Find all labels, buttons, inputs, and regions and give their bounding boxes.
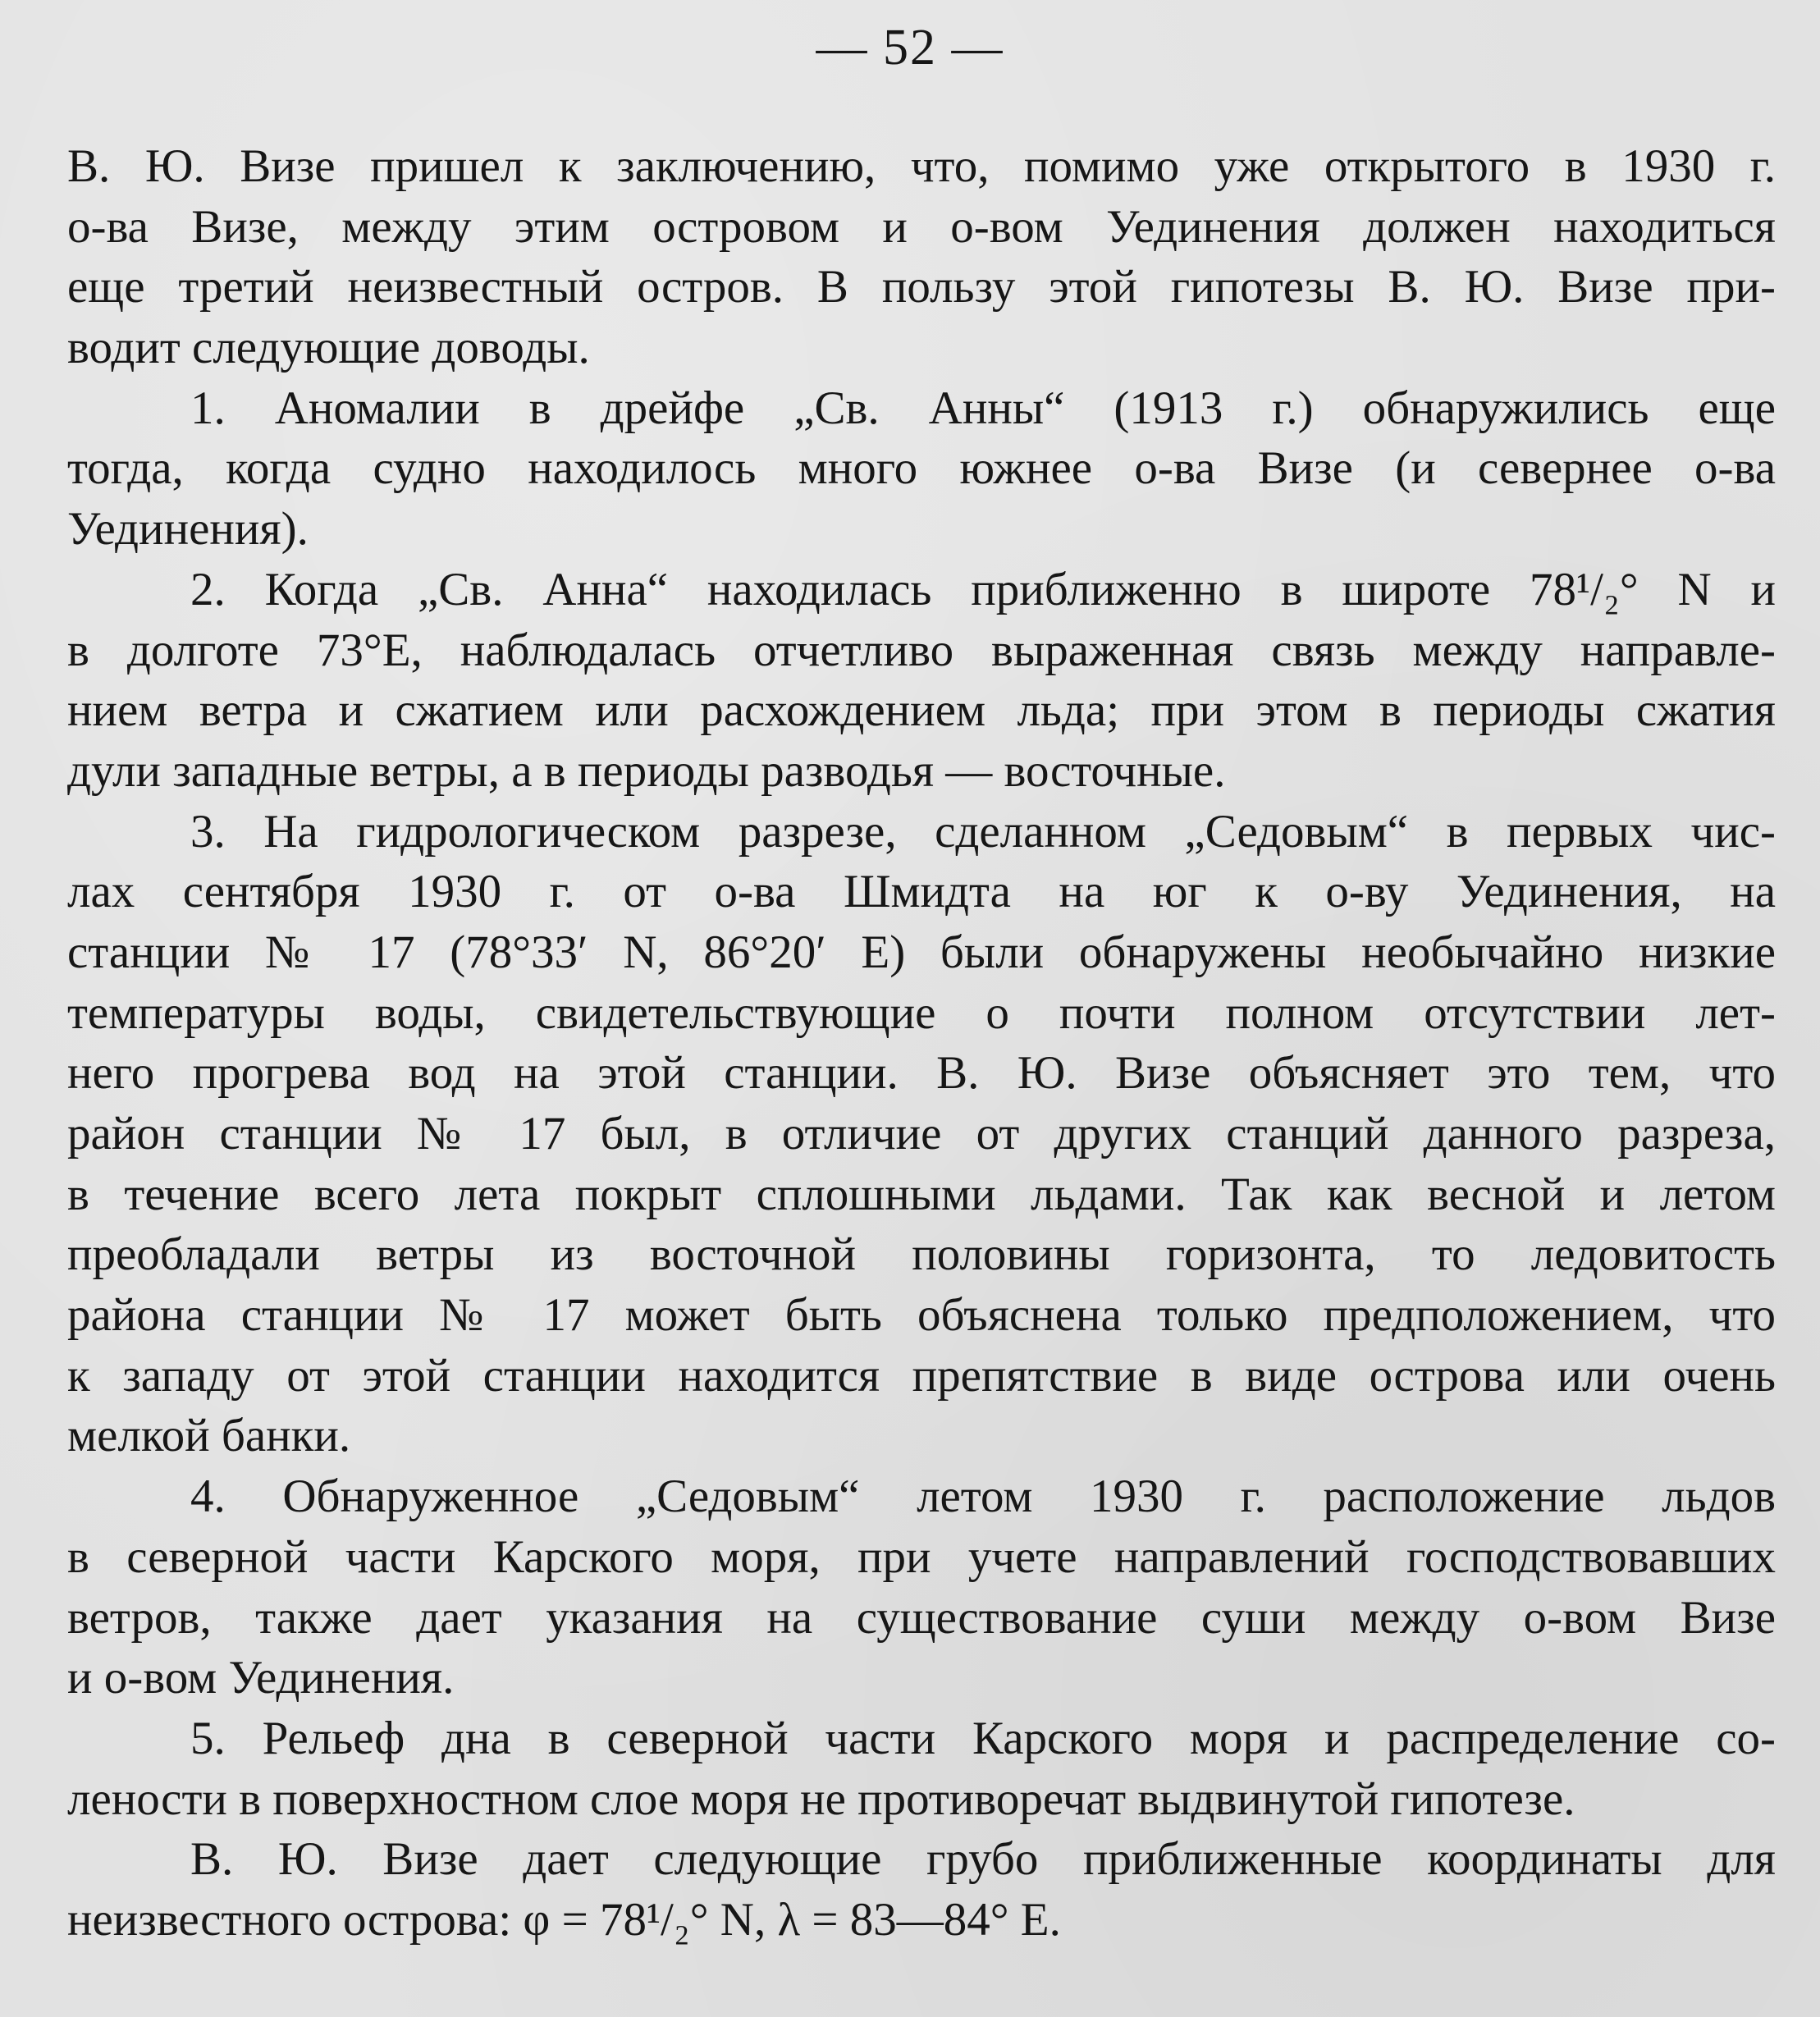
text-line: район станции № 17 был, в отличие от других станций данного разреза, [67, 1108, 1776, 1159]
text-line: района станции № 17 может быть объяснена только предположением, что [67, 1289, 1776, 1342]
paragraph-point-5 [67, 1708, 1776, 1829]
text-line: В. Ю. Визе пришел к заключению, что, помимо уже открытого в 1930 г. [67, 140, 1776, 192]
text-line: мелкой банки. [67, 1410, 351, 1462]
text-line: неизвестного острова: φ = 78¹/₂° N, λ = 83—84° E. [67, 1893, 1061, 1946]
text-line: лах сентября 1930 г. от о-ва Шмидта на юг к о-ву Уединения, на [67, 866, 1776, 918]
text-line: ветров, также дает указания на существование суши между о-вом Визе [67, 1591, 1776, 1644]
text-line: в северной части Карского моря, при учете направлений господствовавших [67, 1530, 1776, 1583]
text-line: о-ва Визе, между этим островом и о-вом Уединения должен находиться [67, 200, 1776, 253]
text-line: тогда, когда судно находилось много южнее о-ва Визе (и севернее о-ва [67, 442, 1776, 495]
paragraph-point-2 [67, 560, 1776, 802]
paragraph-point-1 [67, 378, 1776, 560]
text-line: в долготе 73°Е, наблюдалась отчетливо выраженная связь между направле- [67, 624, 1776, 676]
page-number: — 52 — [816, 20, 1004, 75]
text-line: Уединения). [67, 503, 309, 556]
paragraph-conclusion [67, 1829, 1776, 1950]
text-line: дули западные ветры, а в периоды разводья — восточные. [67, 744, 1226, 797]
text-line: преобладали ветры из восточной половины горизонта, то ледовитость [67, 1228, 1776, 1281]
text-line: 5. Рельеф дна в северной части Карского моря и распределение со- [190, 1712, 1776, 1764]
text-line: в течение всего лета покрыт сплошными льдами. Так как весной и летом [67, 1168, 1776, 1220]
text-line: 1. Аномалии в дрейфе „Св. Анны“ (1913 г.) обнаружились еще [190, 382, 1776, 434]
text-line: еще третий неизвестный остров. В пользу этой гипотезы В. Ю. Визе при- [67, 261, 1776, 313]
body-text [67, 136, 1776, 1951]
text-line: к западу от этой станции находится препятствие в виде острова или очень [67, 1349, 1776, 1402]
text-line: станции № 17 (78°33′ N, 86°20′ E) были обнаружены необычайно низкие [67, 926, 1776, 978]
paragraph-point-3 [67, 802, 1776, 1467]
text-line: 3. На гидрологическом разрезе, сделанном „Седовым“ в первых чис- [190, 805, 1776, 858]
text-line: 4. Обнаруженное „Седовым“ летом 1930 г. расположение льдов [190, 1470, 1776, 1523]
text-line: В. Ю. Визе дает следующие грубо приближенные координаты для [190, 1833, 1776, 1886]
text-line: температуры воды, свидетельствующие о почти полном отсутствии лет- [67, 986, 1776, 1039]
paragraph-intro [67, 136, 1776, 378]
text-line: него прогрева вод на этой станции. В. Ю. Визе объясняет это тем, что [67, 1047, 1776, 1100]
text-line: нием ветра и сжатием или расхождением льда; при этом в периоды сжатия [67, 684, 1776, 737]
text-line: 2. Когда „Св. Анна“ находилась приближенно в широте 78¹/₂° N и [190, 563, 1776, 615]
text-line: и о-вом Уединения. [67, 1652, 455, 1704]
text-line: водит следующие доводы. [67, 322, 590, 374]
paragraph-point-4 [67, 1466, 1776, 1708]
text-line: лености в поверхностном слое моря не противоречат выдвинутой гипотезе. [67, 1772, 1575, 1825]
